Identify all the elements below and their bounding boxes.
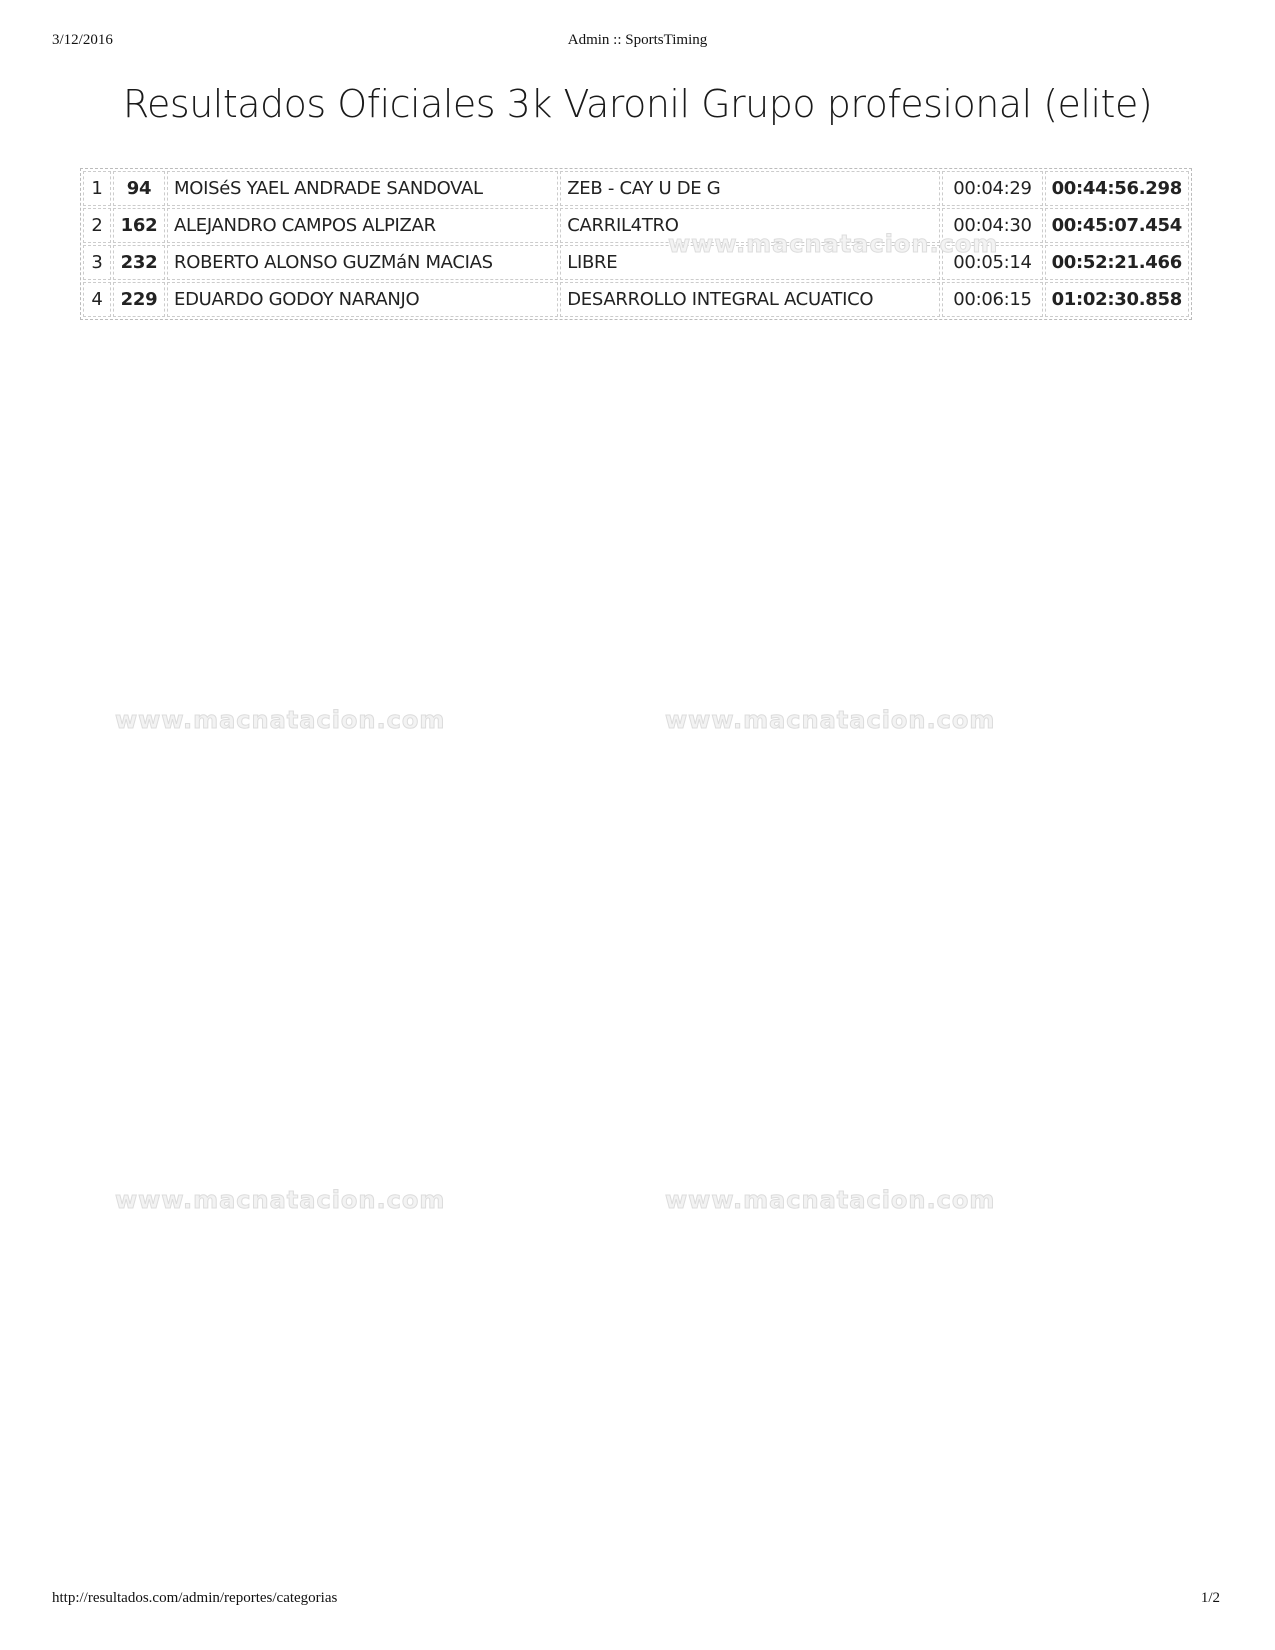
page-number: 1/2 bbox=[1200, 1590, 1220, 1606]
name-cell: MOISéS YAEL ANDRADE SANDOVAL bbox=[167, 171, 558, 206]
print-date: 3/12/2016 bbox=[52, 32, 113, 48]
pace-cell: 00:05:14 bbox=[942, 245, 1042, 280]
watermark-text: www.macnatacion.com bbox=[668, 230, 999, 258]
print-footer bbox=[0, 1590, 1275, 1610]
name-cell: EDUARDO GODOY NARANJO bbox=[167, 282, 558, 317]
print-url: http://resultados.com/admin/reportes/categorias bbox=[52, 1590, 338, 1606]
table-row bbox=[83, 282, 1189, 317]
position-cell: 2 bbox=[83, 208, 111, 243]
watermark-text: www.macnatacion.com bbox=[115, 706, 446, 734]
watermark-text: www.macnatacion.com bbox=[115, 1186, 446, 1214]
club-cell: ZEB - CAY U DE G bbox=[560, 171, 940, 206]
position-cell: 1 bbox=[83, 171, 111, 206]
name-cell: ALEJANDRO CAMPOS ALPIZAR bbox=[167, 208, 558, 243]
pace-cell: 00:06:15 bbox=[942, 282, 1042, 317]
table-row bbox=[83, 171, 1189, 206]
club-cell: LIBRE bbox=[560, 245, 940, 280]
bib-cell: 94 bbox=[113, 171, 165, 206]
position-cell: 3 bbox=[83, 245, 111, 280]
time-cell: 01:02:30.858 bbox=[1045, 282, 1189, 317]
time-cell: 00:45:07.454 bbox=[1045, 208, 1189, 243]
watermark-text: www.macnatacion.com bbox=[665, 1186, 996, 1214]
print-header bbox=[0, 32, 1275, 52]
position-cell: 4 bbox=[83, 282, 111, 317]
club-cell: DESARROLLO INTEGRAL ACUATICO bbox=[560, 282, 940, 317]
bib-cell: 232 bbox=[113, 245, 165, 280]
results-table bbox=[80, 168, 1192, 320]
bib-cell: 162 bbox=[113, 208, 165, 243]
table-row bbox=[83, 245, 1189, 280]
time-cell: 00:44:56.298 bbox=[1045, 171, 1189, 206]
bib-cell: 229 bbox=[113, 282, 165, 317]
pace-cell: 00:04:30 bbox=[942, 208, 1042, 243]
name-cell: ROBERTO ALONSO GUZMáN MACIAS bbox=[167, 245, 558, 280]
watermark-text: www.macnatacion.com bbox=[665, 706, 996, 734]
time-cell: 00:52:21.466 bbox=[1045, 245, 1189, 280]
print-page-title: Admin :: SportsTiming bbox=[567, 32, 708, 48]
report-title: Resultados Oficiales 3k Varonil Grupo profesional (elite) bbox=[122, 82, 1153, 126]
table-row bbox=[83, 208, 1189, 243]
pace-cell: 00:04:29 bbox=[942, 171, 1042, 206]
club-cell: CARRIL4TRO bbox=[560, 208, 940, 243]
